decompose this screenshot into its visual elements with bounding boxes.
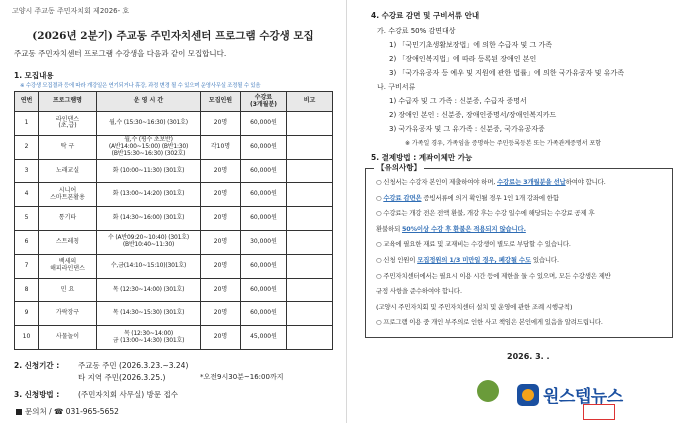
schedule-time: 수 (A반09:20~10:40) (301호) (B반10:40~11:30): [97, 230, 201, 254]
apply-period-hours: *오전9시30분~16:00까지: [200, 373, 284, 381]
table-body: [15, 112, 333, 350]
official-stamp-icon: [583, 404, 615, 420]
table-row: [15, 302, 333, 326]
page-title: (2026년 2분기) 주교동 주민자치센터 프로그램 수강생 모집: [32, 30, 314, 42]
apply-period-label: 2. 신청기간 :: [14, 361, 60, 370]
discount-line: 3) 「국가유공자 등 예우 및 지원에 관한 법률」에 의한 국가유공자 및 유가족: [389, 69, 624, 77]
remarks: [287, 183, 333, 207]
row-number: 9: [15, 302, 39, 326]
inquiry-text: 문의처 / ☎ 031-965-5652: [25, 407, 119, 416]
section-recruitment-heading: 1. 모집내용: [14, 71, 54, 80]
remarks: [287, 254, 333, 278]
table-header-cell: 수강료 (3개월분): [241, 92, 287, 112]
table-header-cell: 프로그램명: [39, 92, 97, 112]
apply-period-others: 타 지역 주민(2026.3.25.): [78, 373, 166, 382]
table-row: [15, 230, 333, 254]
fee: 60,000원: [241, 112, 287, 136]
brand-logo-icon: [517, 384, 539, 406]
notice-item: ○ 신청서는 수강자 본인이 제출하여야 하며, 수강료는 3개월분을 선납하여야 합니다.: [376, 178, 606, 186]
remarks: [287, 326, 333, 350]
fee: 45,000원: [241, 326, 287, 350]
document-number: 고양시 주교동 주민자치회 제2026- 호: [12, 7, 130, 15]
issue-date: 2026. 3. .: [507, 352, 550, 361]
row-number: 10: [15, 326, 39, 350]
program-name: 라인댄스 (초,급): [39, 112, 97, 136]
table-header-row: [15, 92, 333, 112]
notice-item: ○ 수강료 감면은 증빙서류에 의거 확인될 경우 1인 1개 강좌에 한함: [376, 193, 559, 202]
table-row: [15, 135, 333, 159]
logo-area: [477, 378, 677, 420]
table-header-cell: 운 영 시 간: [97, 92, 201, 112]
discount-line: 나. 구비서류: [377, 83, 416, 91]
table-header-cell: 비고: [287, 92, 333, 112]
apply-method-value: (주민자치회 사무실) 방문 접수: [78, 390, 178, 399]
apply-period-resident: 주교동 주민 (2026.3.23.~3.24): [78, 361, 189, 370]
remarks: [287, 207, 333, 231]
section-discount-heading: 4. 수강료 감면 및 구비서류 안내: [371, 11, 480, 20]
program-name: 탁 구: [39, 135, 97, 159]
fee: 60,000원: [241, 207, 287, 231]
notice-box-title: 【유의사항】: [374, 162, 424, 173]
fee: 60,000원: [241, 278, 287, 302]
discount-line: 1) 수급자 및 그 가족 : 신분증, 수급자 증명서: [389, 97, 527, 105]
schedule-time: 목 (12:30~14:00) (301호): [97, 278, 201, 302]
table-row: [15, 112, 333, 136]
program-name: 통기타: [39, 207, 97, 231]
capacity: 20명: [201, 207, 241, 231]
notice-item: ○ 수강료는 개강 전은 전액 환불, 개강 후는 수강 일수에 해당되는 수강료 공제 후: [376, 209, 595, 218]
fee: 60,000원: [241, 183, 287, 207]
capacity: 20명: [201, 159, 241, 183]
program-table: [14, 91, 333, 350]
remarks: [287, 112, 333, 136]
capacity: 20명: [201, 326, 241, 350]
capacity: 20명: [201, 278, 241, 302]
notice-item: ○ 주민자치센터에서는 필요시 이용 시간 등에 제한을 둘 수 있으며, 모든 수강생은 제반: [376, 271, 611, 280]
remarks: [287, 135, 333, 159]
intro-text: 주교동 주민자치센터 프로그램 수강생을 다음과 같이 모집합니다.: [14, 49, 227, 58]
table-row: [15, 183, 333, 207]
payment-method: 5. 결제방법 : 계좌이체만 가능: [371, 153, 473, 162]
apply-method-label: 3. 신청방법 :: [14, 390, 60, 399]
inquiry-line: [16, 406, 119, 417]
city-seal-icon: [477, 380, 499, 402]
notice-highlight: 수강료 감면은: [383, 193, 422, 202]
remarks: [287, 302, 333, 326]
notice-highlight: 수강료는 3개월분을 선납: [497, 178, 566, 186]
row-number: 3: [15, 159, 39, 183]
row-number: 1: [15, 112, 39, 136]
remarks: [287, 230, 333, 254]
table-row: [15, 207, 333, 231]
capacity: 20명: [201, 302, 241, 326]
discount-line: 1) 「국민기초생활보장법」에 의한 수급자 및 그 가족: [389, 41, 553, 49]
row-number: 2: [15, 135, 39, 159]
table-row: [15, 159, 333, 183]
program-name: 스트레칭: [39, 230, 97, 254]
discount-line: 가. 수강료 50% 감면대상: [377, 27, 456, 35]
table-header-cell: 연번: [15, 92, 39, 112]
program-name: 백세의 해피라인댄스: [39, 254, 97, 278]
notice-highlight: 모집정원의 1/3 미만일 경우, 폐강될 수도: [417, 256, 531, 264]
notice-item: 환불하되 50%이상 수강 후 환불은 적용되지 않습니다.: [376, 224, 526, 233]
brand-name: 원스텝뉴스: [543, 387, 623, 407]
capacity: 각10명: [201, 135, 241, 159]
table-row: [15, 326, 333, 350]
capacity: 20명: [201, 230, 241, 254]
right-page: [347, 0, 680, 423]
table-row: [15, 278, 333, 302]
notice-highlight: 50%이상 수강 후 환불은 적용되지 않습니다.: [401, 224, 526, 233]
fee: 60,000원: [241, 135, 287, 159]
program-name: 사물놀이: [39, 326, 97, 350]
row-number: 6: [15, 230, 39, 254]
capacity: 20명: [201, 112, 241, 136]
schedule-time: 목 (14:30~15:30) (301호): [97, 302, 201, 326]
program-name: 시니어 스마트폰활용: [39, 183, 97, 207]
schedule-time: 화 (14:30~16:00) (301호): [97, 207, 201, 231]
table-header-cell: 모집인원: [201, 92, 241, 112]
fee: 60,000원: [241, 302, 287, 326]
notice-item: ○ 프로그램 이용 중 개인 부주의로 인한 사고 책임은 본인에게 있음을 알려드립니다.: [376, 318, 603, 327]
row-number: 7: [15, 254, 39, 278]
program-name: 노래교실: [39, 159, 97, 183]
schedule-time: 목 (12:30~14:00) 금 (13:00~14:30) (301호): [97, 326, 201, 350]
family-note: ※ 가족일 경우, 가족임을 증명하는 주민등록등본 또는 가족관계증명서 포함: [405, 140, 602, 147]
program-name: 가락장구: [39, 302, 97, 326]
notice-box: [365, 163, 673, 338]
notice-item: ○ 교육에 필요한 재료 및 교재비는 수강생이 별도로 부담할 수 있습니다.: [376, 240, 571, 249]
recruitment-note: ※ 수강생 모집결과 등에 따라 개강일은 연기되거나 휴강, 과정 변경 될 수 있으며 운영사무실 조정될 수 있음: [20, 83, 261, 89]
row-number: 5: [15, 207, 39, 231]
schedule-time: 월,수 (평수 초보반) (A반14:00~15:00) (B반1:30) (B반15:30~16:30) (302호): [97, 135, 201, 159]
program-name: 민 요: [39, 278, 97, 302]
fee: 60,000원: [241, 159, 287, 183]
row-number: 8: [15, 278, 39, 302]
fee: 30,000원: [241, 230, 287, 254]
discount-line: 3) 국가유공자 및 그 유가족 : 신분증, 국가유공자증: [389, 125, 545, 133]
notice-item: 규정 사항을 준수하여야 합니다.: [376, 287, 462, 296]
bullet-square-icon: [16, 409, 22, 415]
schedule-time: 월,수 (15:30~16:30) (301호): [97, 112, 201, 136]
schedule-time: 화 (13:00~14:20) (301호): [97, 183, 201, 207]
schedule-time: 화 (10:00~11:30) (301호): [97, 159, 201, 183]
discount-line: 2) 장애인 본인 : 신분증, 장애인증명서/장애인복지카드: [389, 111, 557, 119]
remarks: [287, 278, 333, 302]
capacity: 20명: [201, 254, 241, 278]
table-row: [15, 254, 333, 278]
schedule-time: 수,금(14:10~15:10)(301호): [97, 254, 201, 278]
discount-line: 2) 「장애인복지법」에 따라 등록된 장애인 본인: [389, 55, 537, 63]
row-number: 4: [15, 183, 39, 207]
notice-item: (고양시 주민자치회 및 주민자치센터 설치 및 운영에 관한 조례 시행규칙): [376, 302, 573, 311]
capacity: 20명: [201, 183, 241, 207]
remarks: [287, 159, 333, 183]
fee: 60,000원: [241, 254, 287, 278]
notice-item: ○ 신청 인원이 모집정원의 1/3 미만일 경우, 폐강될 수도 있습니다.: [376, 256, 559, 264]
